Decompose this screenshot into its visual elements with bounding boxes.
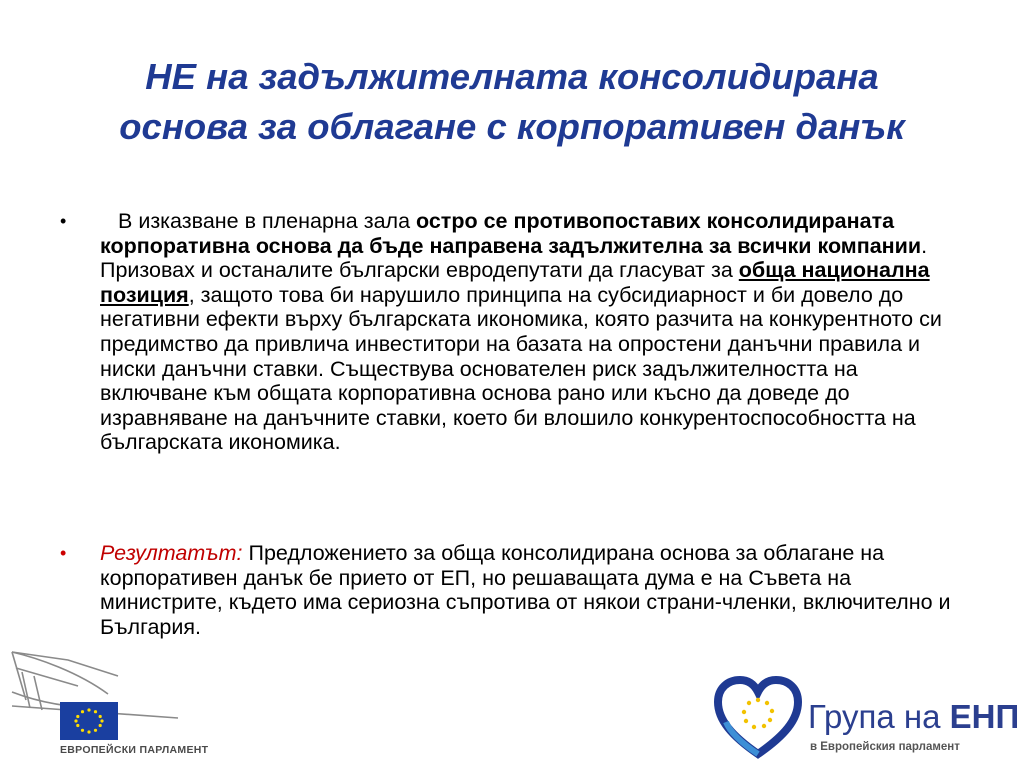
epp-subtitle: в Европейския парламент [810,741,960,753]
result-text: Предложението за обща консолидирана основа за облагане на корпоративен данък бе прието от ЕП, но решаващата дума е на Съвета на министрите, където има сериозна съпротива от някои страни-членки, включително и България. [100,541,951,639]
ep-logo-text: ЕВРОПЕЙСКИ ПАРЛАМЕНТ [60,744,209,756]
slide-title [40,52,984,152]
bullet-dot-icon: • [60,211,67,231]
bullet-speech-bold: остро се противопоставих консолидираната корпоративна основа да бъде направена задължителна за всички компании [100,209,922,258]
bullet-speech-underlined: обща национална позиция [100,258,930,307]
bullet-dot-icon: • [60,543,67,563]
bullet-speech-text-2: , защото това би нарушило принципа на субсидиарност и би довело до негативни ефекти върху българската икономика, която разчита на конкурентното си предимство да привлича инвеститори на базата на опростени данъчни правила и ниски данъчни ставки. Съществува основателен риск задължителността на включване към общата корпоративна основа рано или късно да доведе до изравняване на данъчните ставки, което би влошило конкурентоспособността на българската икономика. [100,282,942,455]
bullet-speech [60,209,968,455]
epp-name-regular: Група на [808,698,950,735]
bullet-speech-text-1: . Призовах и останалите български евродепутати да гласуват за [100,233,928,283]
bullet-speech-lead: В изказване в пленарна зала [118,209,416,233]
epp-heart-logo-icon [712,672,804,762]
title-line-2: основа за облагане с корпоративен данък [119,106,905,147]
epp-group-name [808,698,1019,736]
result-label: Резултатът: [100,541,243,565]
epp-name-bold: ЕНП [949,698,1020,735]
bullet-result [60,541,968,639]
title-line-1: НЕ на задължителната консолидирана [145,56,879,97]
eu-flag [60,702,118,740]
